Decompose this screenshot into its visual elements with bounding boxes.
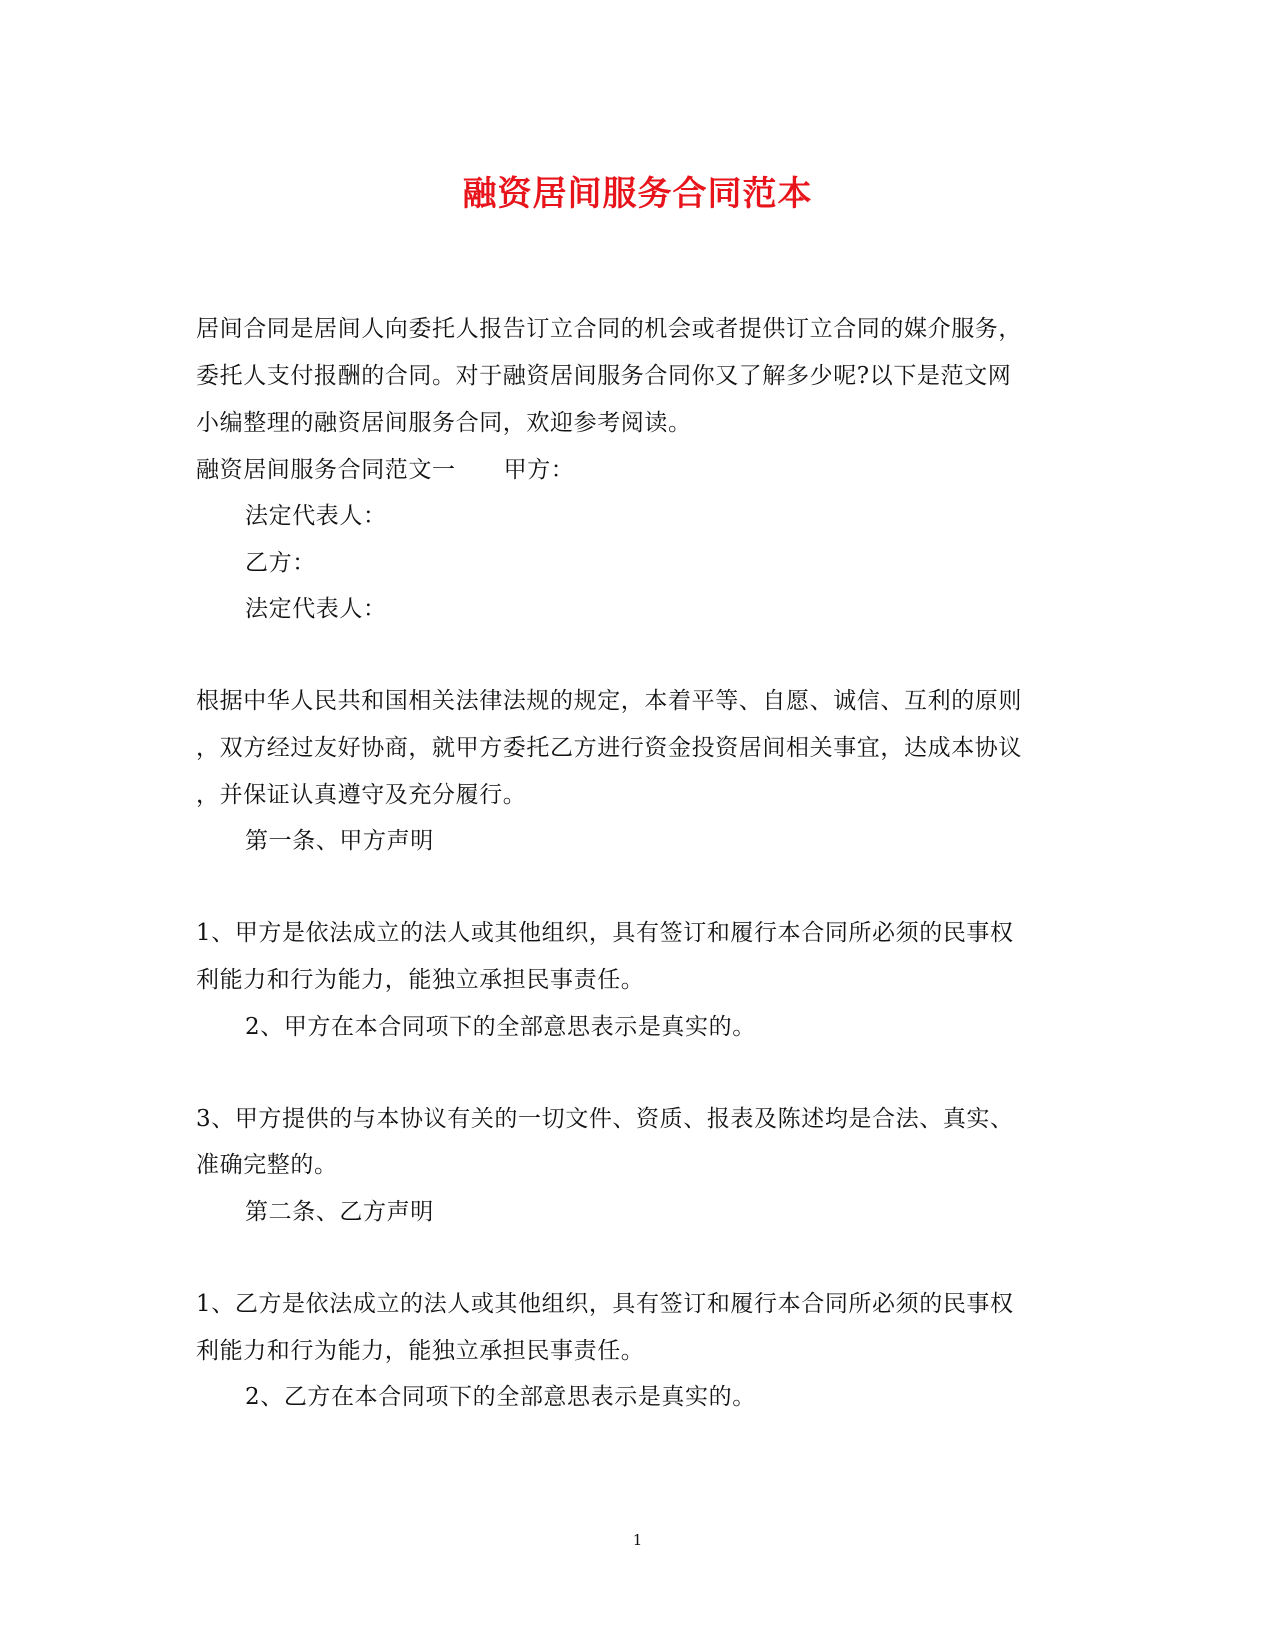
sample-heading-row (196, 455, 574, 485)
basis-line-2: ，双方经过友好协商，就甲方委托乙方进行资金投资居间相关事宜，达成本协议 (196, 735, 1022, 761)
article-2-item-1-line-1: 1、乙方是依法成立的法人或其他组织，具有签订和履行本合同所必须的民事权 (196, 1291, 1014, 1317)
party-a-label: 甲方： (503, 457, 575, 483)
article-1-item-2: 2、甲方在本合同项下的全部意思表示是真实的。 (245, 1014, 756, 1040)
article-2-title: 第二条、乙方声明 (245, 1199, 434, 1225)
article-1-item-1-line-2: 利能力和行为能力，能独立承担民事责任。 (196, 967, 645, 993)
page-number: 1 (632, 1531, 643, 1549)
article-1-item-1-line-1: 1、甲方是依法成立的法人或其他组织，具有签订和履行本合同所必须的民事权 (196, 920, 1014, 946)
intro-line-3: 小编整理的融资居间服务合同，欢迎参考阅读。 (196, 410, 692, 436)
article-1-title: 第一条、甲方声明 (245, 828, 434, 854)
article-2-item-2: 2、乙方在本合同项下的全部意思表示是真实的。 (245, 1384, 756, 1410)
intro-line-2: 委托人支付报酬的合同。对于融资居间服务合同你又了解多少呢?以下是范文网 (196, 363, 1012, 389)
basis-line-3: ，并保证认真遵守及充分履行。 (196, 782, 527, 808)
sample-heading: 融资居间服务合同范文一 (196, 457, 456, 483)
legal-rep-b-label: 法定代表人： (245, 596, 387, 622)
article-1-item-3-line-1: 3、甲方提供的与本协议有关的一切文件、资质、报表及陈述均是合法、真实、 (196, 1106, 1014, 1132)
legal-rep-a-label: 法定代表人： (245, 503, 387, 529)
article-1-item-3-line-2: 准确完整的。 (196, 1152, 338, 1178)
article-2-item-1-line-2: 利能力和行为能力，能独立承担民事责任。 (196, 1338, 645, 1364)
basis-line-1: 根据中华人民共和国相关法律法规的规定，本着平等、自愿、诚信、互利的原则 (196, 688, 1022, 714)
document-title: 融资居间服务合同范本 (462, 174, 813, 214)
intro-line-1: 居间合同是居间人向委托人报告订立合同的机会或者提供订立合同的媒介服务， (196, 316, 1022, 342)
party-b-label: 乙方： (245, 550, 316, 576)
